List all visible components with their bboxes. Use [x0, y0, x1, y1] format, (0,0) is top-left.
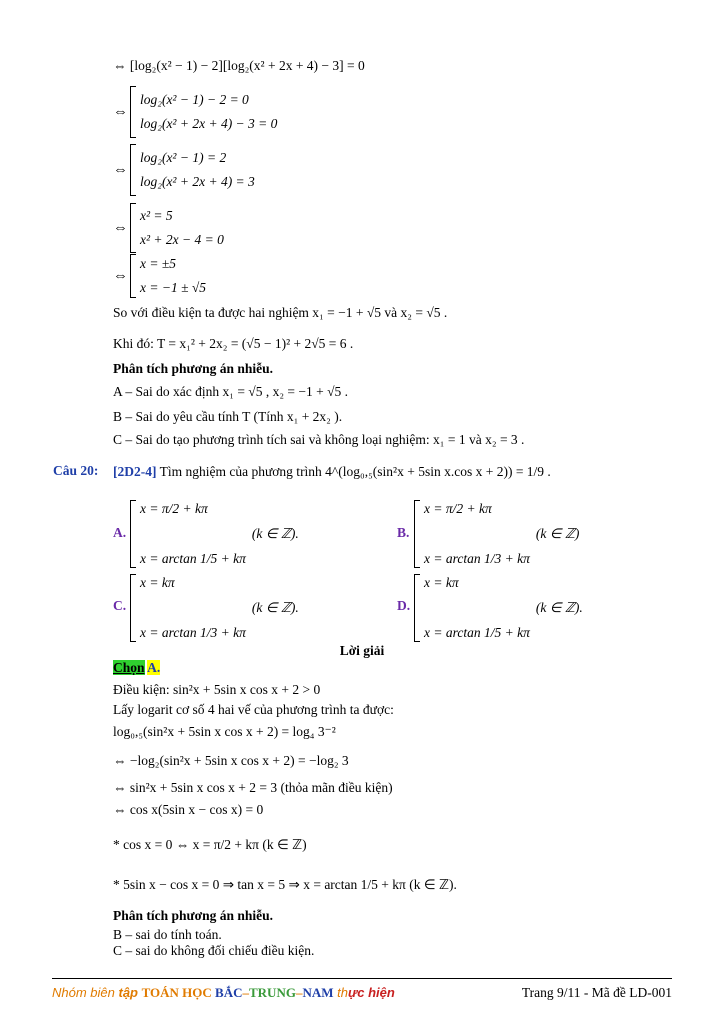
- option-d-cond: (k ∈ ℤ).: [535, 600, 583, 615]
- iff-symbol: ⇔: [113, 161, 128, 178]
- option-b-row-1: x = π/2 + kπ: [424, 501, 492, 516]
- footer-part-6: TRUNG: [249, 985, 296, 1000]
- option-a[interactable]: [130, 500, 299, 568]
- bracket: [130, 574, 136, 642]
- footer-part-9: th: [333, 985, 348, 1000]
- answer-choice: [113, 660, 160, 676]
- b-wrong-line: B – Sai do yêu cầu tính T (Tính x₁ + 2x₂ ).: [113, 409, 343, 424]
- option-b[interactable]: [414, 500, 579, 568]
- solution-line-8: * 5sin x − cos x = 0 ⇒ tan x = 5 ⇒ x = arctan 1/5 + kπ (k ∈ ℤ).: [113, 877, 457, 892]
- solution-line-6: ⇔ cos x(5sin x − cos x) = 0: [113, 802, 264, 817]
- option-b-cond: (k ∈ ℤ): [535, 526, 580, 541]
- footer-part-4: BẮC: [215, 985, 243, 1000]
- footer-part-7: –: [295, 985, 303, 1000]
- question-text: Tìm nghiệm của phương trình 4^(log₀,₅(sin²x + 5sin x.cos x + 2)) = 1/9 .: [156, 464, 551, 479]
- footer-part-3: TOÁN HỌC: [141, 985, 216, 1000]
- footer-part-5: –: [242, 985, 249, 1000]
- footer-part-10: ực hiện: [347, 985, 395, 1000]
- option-b-letter[interactable]: B.: [397, 525, 410, 540]
- option-c-letter[interactable]: C.: [113, 598, 127, 613]
- option-d[interactable]: [414, 574, 583, 642]
- bracket: [130, 254, 136, 298]
- iff-symbol: ⇔: [113, 267, 128, 284]
- solution-line-1: Điều kiện: sin²x + 5sin x cos x + 2 > 0: [113, 682, 321, 697]
- solution-line-2: Lấy logarit cơ số 4 hai vế của phương trình ta được:: [113, 702, 394, 717]
- step-3-system: [113, 144, 255, 196]
- answer-letter: A.: [147, 660, 161, 675]
- step-2-system: [113, 86, 277, 138]
- solution-line-3: log₀,₅(sin²x + 5sin x cos x + 2) = log₄ 3⁻²: [113, 724, 336, 739]
- answer-chon-label: Chọn: [113, 660, 145, 675]
- solution-line-5: ⇔ sin²x + 5sin x cos x + 2 = 3 (thỏa mãn điều kiện): [113, 780, 393, 795]
- solution-b-line: B – sai do tính toán.: [113, 927, 222, 942]
- option-a-row-1: x = π/2 + kπ: [140, 501, 208, 516]
- option-d-row-2: x = arctan 1/5 + kπ: [424, 625, 530, 640]
- c-wrong-line: C – Sai do tạo phương trình tích sai và không loại nghiệm: x₁ = 1 và x₂ = 3 .: [113, 432, 525, 447]
- footer-part-2: tập: [114, 985, 142, 1000]
- a-wrong-line: A – Sai do xác định x₁ = √5 , x₂ = −1 + √5 .: [113, 384, 349, 399]
- option-d-row-1: x = kπ: [424, 575, 459, 590]
- solution-title: Lời giải: [339, 643, 385, 658]
- step-5-row-2: x = −1 ± √5: [140, 280, 207, 295]
- so-voi-line: So với điều kiện ta được hai nghiệm x₁ = −1 + √5 và x₂ = √5 .: [113, 305, 448, 320]
- page-number: Trang 9/11 - Mã đề LD-001: [521, 985, 672, 1000]
- step-3-row-2: log₂(x² + 2x + 4) = 3: [140, 174, 255, 189]
- option-c[interactable]: [130, 574, 299, 642]
- step-4-row-1: x² = 5: [140, 208, 173, 223]
- bracket: [130, 86, 136, 138]
- option-a-cond: (k ∈ ℤ).: [251, 526, 299, 541]
- option-a-row-2: x = arctan 1/5 + kπ: [140, 551, 246, 566]
- footer-part-1: Nhóm biên: [52, 985, 115, 1000]
- option-b-row-2: x = arctan 1/3 + kπ: [424, 551, 530, 566]
- option-d-letter[interactable]: D.: [397, 598, 411, 613]
- phan-tich-heading-1: Phân tích phương án nhiễu.: [113, 361, 274, 376]
- step-2-row-1: log₂(x² − 1) − 2 = 0: [140, 92, 249, 107]
- solution-c-line: C – sai do không đối chiếu điều kiện.: [113, 943, 315, 958]
- question-label: Câu 20:: [53, 463, 99, 478]
- step-5-row-1: x = ±5: [140, 256, 177, 271]
- option-c-row-1: x = kπ: [140, 575, 175, 590]
- bracket: [414, 574, 420, 642]
- footer-group-name: [52, 985, 395, 1001]
- iff-symbol: ⇔: [113, 103, 128, 120]
- option-c-cond: (k ∈ ℤ).: [251, 600, 299, 615]
- khi-do-line: Khi đó: T = x₁² + 2x₂ = (√5 − 1)² + 2√5 = 6 .: [113, 336, 354, 351]
- option-a-letter[interactable]: A.: [113, 525, 127, 540]
- phan-tich-heading-2: Phân tích phương án nhiễu.: [113, 908, 274, 923]
- step-4-row-2: x² + 2x − 4 = 0: [140, 232, 224, 247]
- step-1: ⇔ [log₂(x² − 1) − 2][log₂(x² + 2x + 4) − 3] = 0: [113, 58, 365, 73]
- bracket: [130, 500, 136, 568]
- iff-symbol: ⇔: [113, 219, 128, 236]
- footer-part-8: NAM: [302, 985, 334, 1000]
- bracket: [414, 500, 420, 568]
- footer-divider: [52, 978, 672, 979]
- step-4-system: [113, 203, 224, 253]
- step-5-system: [113, 254, 206, 298]
- bracket: [130, 144, 136, 196]
- option-c-row-2: x = arctan 1/3 + kπ: [140, 625, 246, 640]
- solution-line-7: * cos x = 0 ⇔ x = π/2 + kπ (k ∈ ℤ): [113, 837, 307, 852]
- solution-line-4: ⇔ −log₂(sin²x + 5sin x cos x + 2) = −log₂ 3: [113, 753, 349, 768]
- step-3-row-1: log₂(x² − 1) = 2: [140, 150, 227, 165]
- question-line: [113, 463, 551, 481]
- question-code: [2D2-4]: [113, 464, 157, 479]
- bracket: [130, 203, 136, 253]
- step-2-row-2: log₂(x² + 2x + 4) − 3 = 0: [140, 116, 278, 131]
